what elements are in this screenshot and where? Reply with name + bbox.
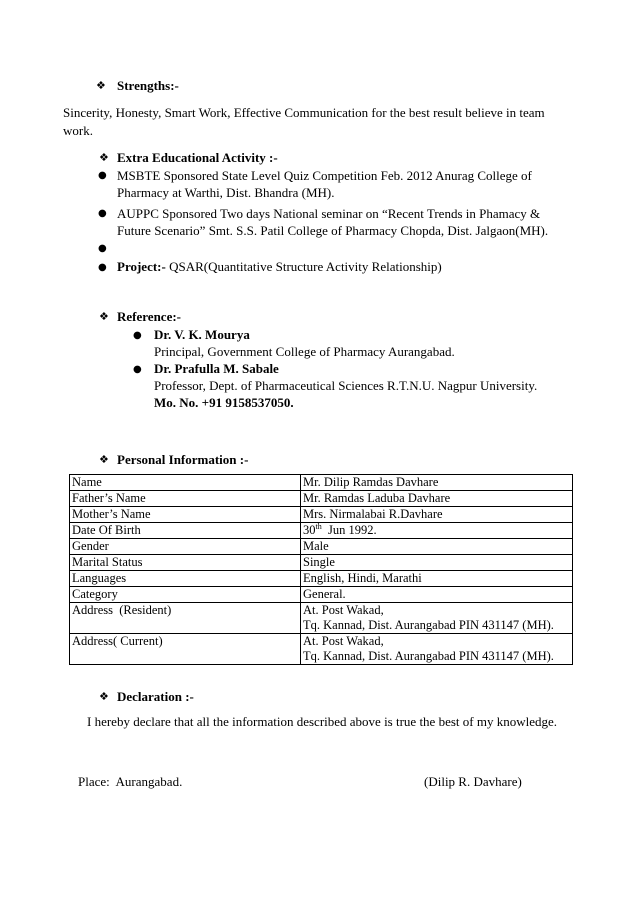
dob-rest: Jun 1992. xyxy=(321,523,377,537)
address-line-2: Tq. Kannad, Dist. Aurangabad PIN 431147 (MH). xyxy=(303,618,554,632)
row-label: Date Of Birth xyxy=(70,523,301,539)
signature-text: (Dilip R. Davhare) xyxy=(424,774,522,789)
row-value: English, Hindi, Marathi xyxy=(301,571,573,587)
diamond-bullet-icon: ❖ xyxy=(99,151,109,164)
bullet-icon: ● xyxy=(98,208,107,219)
row-label: Father’s Name xyxy=(70,491,301,507)
row-value-address xyxy=(301,634,573,665)
table-row xyxy=(70,491,573,507)
table-row xyxy=(70,555,573,571)
reference-2-name: Dr. Prafulla M. Sabale xyxy=(154,361,279,376)
empty-bullet-icon: ● xyxy=(98,243,107,254)
table-row xyxy=(70,523,573,539)
row-value-address xyxy=(301,603,573,634)
reference-1-name: Dr. V. K. Mourya xyxy=(154,327,250,342)
address-line-1: At. Post Wakad, xyxy=(303,634,384,648)
reference-2-title: Professor, Dept. of Pharmaceutical Sciences R.T.N.U. Nagpur University. xyxy=(154,378,538,393)
table-row xyxy=(70,587,573,603)
project-line xyxy=(117,258,442,275)
table-row xyxy=(70,603,573,634)
strengths-heading: Strengths:- xyxy=(117,78,179,93)
reference-2-mobile: Mo. No. +91 9158537050. xyxy=(154,395,294,410)
bullet-icon: ● xyxy=(133,330,142,341)
row-label: Name xyxy=(70,475,301,491)
diamond-bullet-icon: ❖ xyxy=(99,690,109,703)
personal-heading: Personal Information :- xyxy=(117,452,249,467)
reference-1-title: Principal, Government College of Pharmacy Aurangabad. xyxy=(154,344,455,359)
diamond-bullet-icon: ❖ xyxy=(99,310,109,323)
row-value: Male xyxy=(301,539,573,555)
table-row xyxy=(70,571,573,587)
diamond-bullet-icon: ❖ xyxy=(99,453,109,466)
project-text: QSAR(Quantitative Structure Activity Relationship) xyxy=(165,259,442,274)
diamond-bullet-icon: ❖ xyxy=(96,79,106,92)
table-row xyxy=(70,475,573,491)
extra-item-1-line2: Pharmacy at Warthi, Dist. Bhandra (MH). xyxy=(117,185,335,200)
address-line-2: Tq. Kannad, Dist. Aurangabad PIN 431147 (MH). xyxy=(303,649,554,663)
row-label: Mother’s Name xyxy=(70,507,301,523)
bullet-icon: ● xyxy=(133,364,142,375)
strengths-text: Sincerity, Honesty, Smart Work, Effective Communication for the best result believe in team work. xyxy=(63,105,545,138)
place-text: Place: Aurangabad. xyxy=(78,774,183,789)
row-label: Address( Current) xyxy=(70,634,301,665)
row-value-dob xyxy=(301,523,573,539)
table-row xyxy=(70,539,573,555)
row-label: Gender xyxy=(70,539,301,555)
row-value: Single xyxy=(301,555,573,571)
reference-heading: Reference:- xyxy=(117,309,181,324)
row-value: Mr. Ramdas Laduba Davhare xyxy=(301,491,573,507)
row-label: Category xyxy=(70,587,301,603)
project-label: Project:- xyxy=(117,259,166,274)
bullet-icon: ● xyxy=(98,170,107,181)
extra-heading: Extra Educational Activity :- xyxy=(117,150,278,165)
table-row xyxy=(70,507,573,523)
bullet-icon: ● xyxy=(98,262,107,273)
row-value: Mr. Dilip Ramdas Davhare xyxy=(301,475,573,491)
dob-suffix: th xyxy=(315,522,322,531)
declaration-heading: Declaration :- xyxy=(117,689,194,704)
row-value: General. xyxy=(301,587,573,603)
row-label: Languages xyxy=(70,571,301,587)
personal-info-table xyxy=(69,474,573,665)
row-label: Address (Resident) xyxy=(70,603,301,634)
dob-day: 30 xyxy=(303,523,316,537)
row-value: Mrs. Nirmalabai R.Davhare xyxy=(301,507,573,523)
table-row xyxy=(70,634,573,665)
extra-item-1-line1: MSBTE Sponsored State Level Quiz Competition Feb. 2012 Anurag College of xyxy=(117,168,532,183)
row-label: Marital Status xyxy=(70,555,301,571)
extra-item-2-line2: Future Scenario” Smt. S.S. Patil College of Pharmacy Chopda, Dist. Jalgaon(MH). xyxy=(117,223,549,238)
declaration-text: I hereby declare that all the information described above is true the best of my knowledge. xyxy=(87,714,557,729)
extra-item-2-line1: AUPPC Sponsored Two days National seminar on “Recent Trends in Phamacy & xyxy=(117,206,541,221)
address-line-1: At. Post Wakad, xyxy=(303,603,384,617)
